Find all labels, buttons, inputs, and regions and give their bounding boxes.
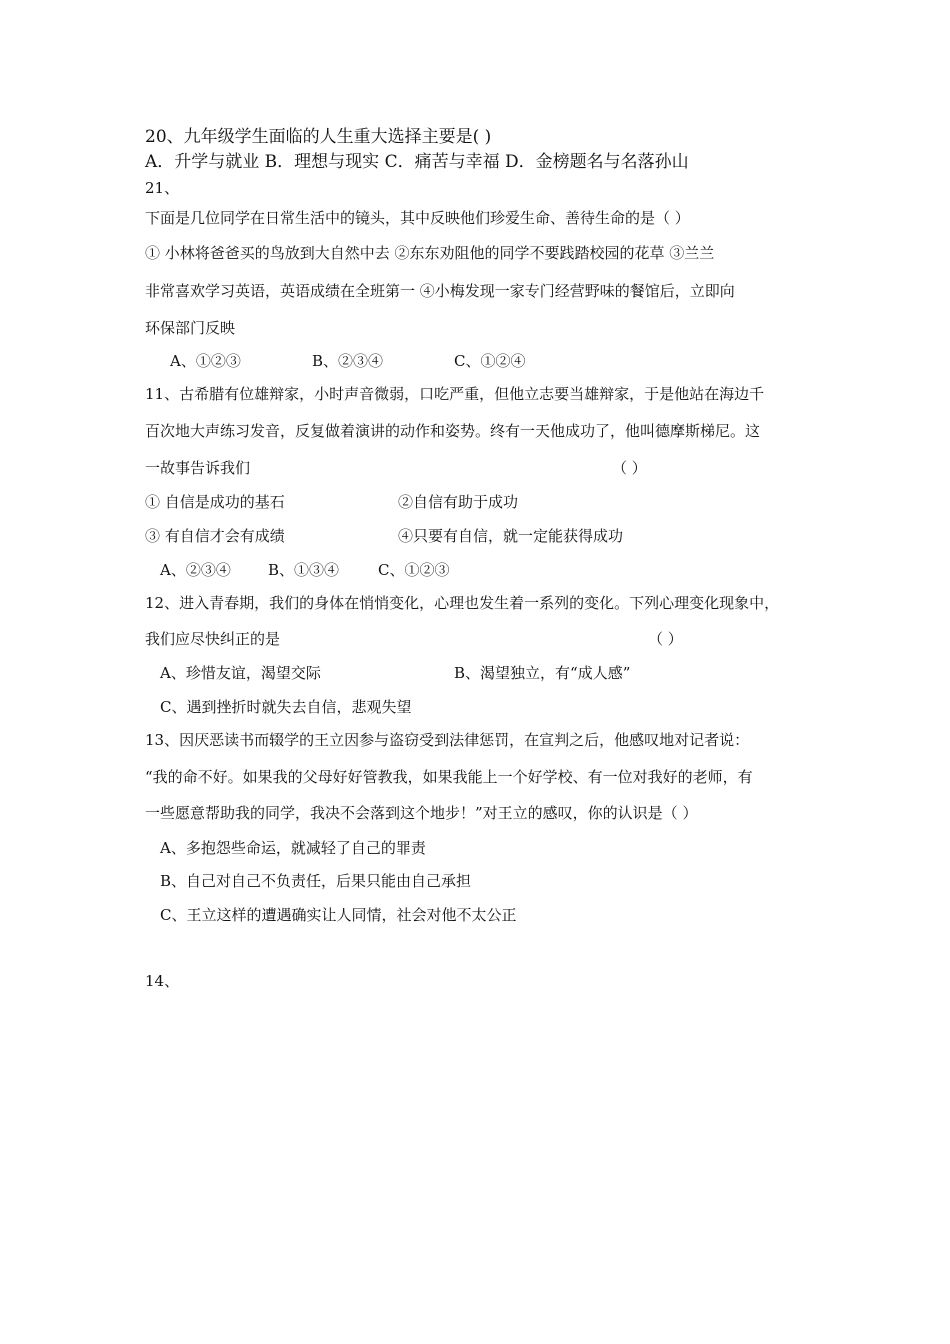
q11-stem-line1: 11、古希腊有位雄辩家，小时声音微弱，口吃严重，但他立志要当雄辩家，于是他站在海边千 bbox=[145, 385, 765, 403]
q13-stem-line1: 13、因厌恶读书而辍学的王立因参与盗窃受到法律惩罚，在宣判之后，他感叹地对记者说： bbox=[145, 731, 750, 749]
q12-answer-paren: （ ） bbox=[648, 630, 683, 648]
q12-option-a: A、珍惜友谊，渴望交际 bbox=[160, 664, 321, 682]
q13-option-c: C、王立这样的遭遇确实让人同情，社会对他不太公正 bbox=[160, 906, 517, 924]
q11-option-c: C、①②③ bbox=[378, 561, 450, 579]
q12-stem-line2: 我们应尽快纠正的是 bbox=[145, 630, 281, 648]
q21-option-a: A、①②③ bbox=[170, 352, 241, 370]
q21-statement-line2: 非常喜欢学习英语，英语成绩在全班第一 ④小梅发现一家专门经营野味的餐馆后，立即向 bbox=[145, 282, 735, 300]
q13-option-b: B、自己对自己不负责任，后果只能由自己承担 bbox=[160, 872, 472, 890]
q11-statement-2: ②自信有助于成功 bbox=[398, 493, 519, 511]
q11-answer-paren: （ ） bbox=[612, 459, 647, 477]
q21-stem: 下面是几位同学在日常生活中的镜头，其中反映他们珍爱生命、善待生命的是（ ） bbox=[145, 209, 690, 227]
q21-statement-line1: ① 小林将爸爸买的鸟放到大自然中去 ②东东劝阻他的同学不要践踏校园的花草 ③兰兰 bbox=[145, 244, 715, 262]
q13-option-a: A、多抱怨些命运，就减轻了自己的罪责 bbox=[160, 839, 426, 857]
q21-statement-line3: 环保部门反映 bbox=[145, 319, 236, 337]
q20-stem: 20、九年级学生面临的人生重大选择主要是( ) bbox=[145, 127, 492, 147]
q11-stem-line3: 一故事告诉我们 bbox=[145, 459, 251, 477]
q11-option-a: A、②③④ bbox=[160, 561, 231, 579]
q21-number: 21、 bbox=[145, 179, 180, 197]
q13-stem-line2: “我的命不好。如果我的父母好好管教我，如果我能上一个好学校、有一位对我好的老师，有 bbox=[145, 768, 753, 786]
q11-option-b: B、①③④ bbox=[268, 561, 340, 579]
q12-option-c: C、遇到挫折时就失去自信，悲观失望 bbox=[160, 698, 412, 716]
q11-statement-1: ① 自信是成功的基石 bbox=[145, 493, 285, 511]
q12-option-b: B、渴望独立，有“成人感” bbox=[454, 664, 631, 682]
q11-stem-line2: 百次地大声练习发音，反复做着演讲的动作和姿势。终有一天他成功了，他叫德摩斯梯尼。这 bbox=[145, 422, 761, 440]
q14-number: 14、 bbox=[145, 972, 180, 990]
q21-option-b: B、②③④ bbox=[312, 352, 384, 370]
q20-options: A．升学与就业 B．理想与现实 C．痛苦与幸福 D．金榜题名与名落孙山 bbox=[145, 152, 689, 172]
q21-option-c: C、①②④ bbox=[454, 352, 526, 370]
q11-statement-4: ④只要有自信，就一定能获得成功 bbox=[398, 527, 624, 545]
q13-stem-line3: 一些愿意帮助我的同学，我决不会落到这个地步！”对王立的感叹，你的认识是（ ） bbox=[145, 804, 698, 822]
q12-stem-line1: 12、进入青春期，我们的身体在悄悄变化，心理也发生着一系列的变化。下列心理变化现象中， bbox=[145, 594, 780, 612]
q11-statement-3: ③ 有自信才会有成绩 bbox=[145, 527, 285, 545]
